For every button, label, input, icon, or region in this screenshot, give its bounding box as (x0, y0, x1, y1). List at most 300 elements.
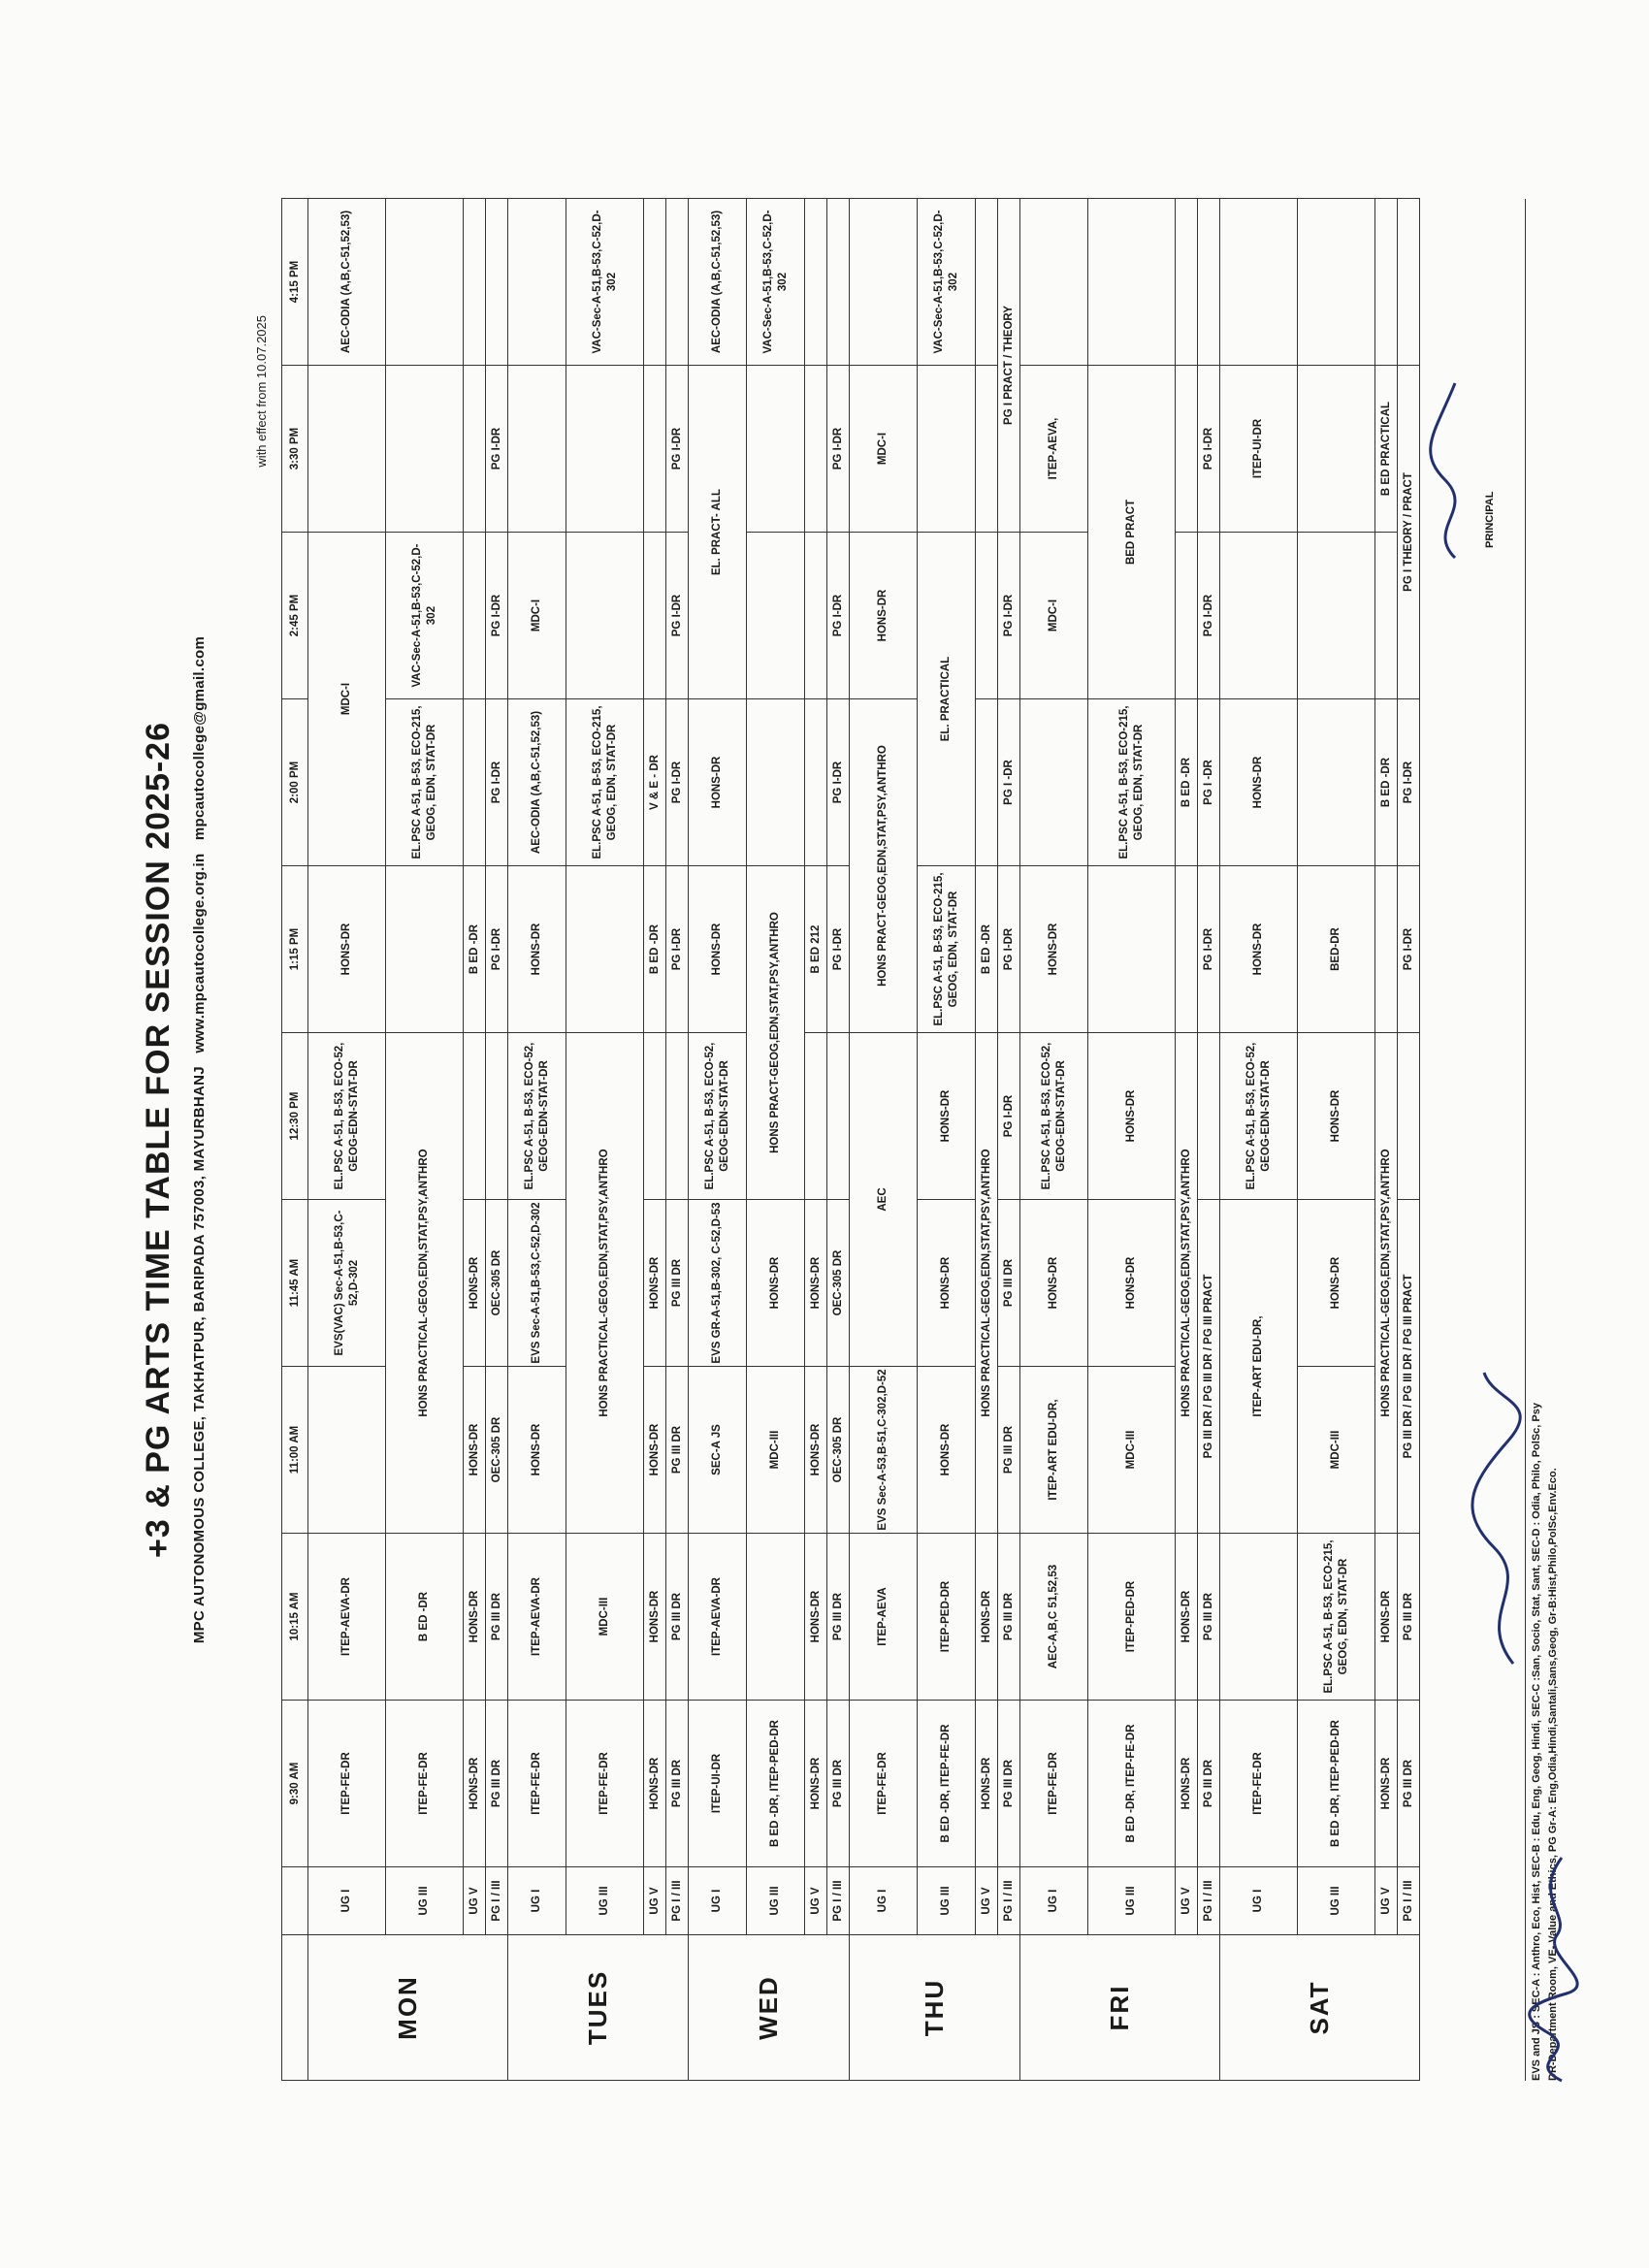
class-ug1: UG I (508, 1867, 566, 1935)
table-cell: HONS-DR (805, 1367, 827, 1534)
table-row (689, 199, 747, 2081)
table-cell (1198, 199, 1220, 366)
table-cell (644, 199, 666, 366)
table-cell: ITEP-ART EDU-DR, (1220, 1200, 1298, 1534)
table-cell: B ED -DR (644, 866, 666, 1033)
class-ug5: UG V (1176, 1867, 1198, 1935)
table-cell: B ED 212 (805, 866, 827, 1033)
table-cell: EL.PSC A-51, B-53, ECO-215, GEOG, EDN, STAT-DR (918, 866, 976, 1033)
table-cell: EL. PRACTICAL (918, 533, 976, 866)
class-ug1: UG I (689, 1867, 747, 1935)
table-cell (976, 366, 998, 533)
table-cell: HONS-DR (1298, 1033, 1375, 1200)
table-cell (1176, 366, 1198, 533)
table-row (386, 199, 464, 2081)
table-cell: HONS-DR (464, 1200, 486, 1367)
table-cell: MDC-I (1020, 533, 1088, 699)
table-cell: MDC-III (747, 1367, 805, 1534)
table-cell: PG III DR (666, 1701, 689, 1867)
day-sat: SAT (1220, 1935, 1420, 2081)
table-cell: ITEP-AEVA (850, 1534, 918, 1701)
table-cell: PG I PRACT / THEORY (998, 199, 1020, 533)
table-cell (1375, 866, 1398, 1033)
table-cell: ITEP-AEVA-DR (308, 1534, 386, 1701)
class-pg: PG I / III (1398, 1867, 1420, 1935)
table-cell (805, 699, 827, 866)
day-wed: WED (689, 1935, 850, 2081)
table-cell: HONS PRACTICAL-GEOG,EDN,STAT,PSY,ANTHRO (566, 1033, 644, 1534)
table-cell: ITEP-FE-DR (850, 1701, 918, 1867)
table-cell: PG I-DR (1398, 699, 1420, 866)
table-row (1088, 199, 1176, 2081)
time-slot: 3:30 PM (282, 366, 308, 533)
table-cell (464, 699, 486, 866)
table-cell: HONS-DR (805, 1701, 827, 1867)
timetable-grid (281, 198, 1420, 2081)
table-cell: PG I-DR (666, 366, 689, 533)
table-cell: HONS-DR (1298, 1200, 1375, 1367)
table-cell (1398, 1033, 1420, 1200)
table-cell: EL.PSC A-51, B-53, ECO-52, GEOG-EDN-STAT-DR (689, 1033, 747, 1200)
class-ug5: UG V (805, 1867, 827, 1935)
table-cell: HONS-DR (308, 866, 386, 1033)
table-row (850, 199, 918, 2081)
table-cell: PG III DR (1398, 1534, 1420, 1701)
table-cell: AEC-ODIA (A,B,C-51,52,53) (689, 199, 747, 366)
table-row (998, 199, 1020, 2081)
table-cell: SEC-A JS (689, 1367, 747, 1534)
table-cell (805, 533, 827, 699)
table-cell: OEC-305 DR (827, 1367, 850, 1534)
table-cell: HONS-DR (976, 1701, 998, 1867)
table-cell (1176, 199, 1198, 366)
table-cell: EL.PSC A-51, B-53, ECO-215, GEOG, EDN, STAT-DR (386, 699, 464, 866)
time-slot: 10:15 AM (282, 1534, 308, 1701)
table-row (805, 199, 827, 2081)
class-pg: PG I / III (827, 1867, 850, 1935)
table-cell: HONS PRACTICAL-GEOG,EDN,STAT,PSY,ANTHRO (1176, 1033, 1198, 1534)
table-cell: PG III DR (1198, 1701, 1220, 1867)
table-cell: PG I-DR (1398, 866, 1420, 1033)
table-cell: ITEP-AEVA, (1020, 366, 1088, 533)
table-cell: PG I -DR (1198, 699, 1220, 866)
table-cell: PG I-DR (1198, 533, 1220, 699)
time-slot: 9:30 AM (282, 1701, 308, 1867)
table-cell: VAC-Sec-A-51,B-53,C-52,D-302 (566, 199, 644, 366)
day-mon: MON (308, 1935, 508, 2081)
table-row (508, 199, 566, 2081)
table-cell: HONS-DR (644, 1367, 666, 1534)
email: mpcautocollege@gmail.com (191, 635, 208, 841)
table-cell (1375, 533, 1398, 699)
table-cell: VAC-Sec-A-51,B-53,C-52,D-302 (747, 199, 805, 366)
table-cell (508, 366, 566, 533)
time-slot: 4:15 PM (282, 199, 308, 366)
table-cell (976, 699, 998, 866)
table-cell: EL.PSC A-51, B-53, ECO-215, GEOG, EDN, STAT-DR (1298, 1534, 1375, 1701)
table-cell: B ED PRACTICAL (1375, 366, 1398, 533)
table-cell: OEC-305 DR (827, 1200, 850, 1367)
table-cell: PG I -DR (998, 699, 1020, 866)
table-cell (747, 1534, 805, 1701)
table-cell: PG III DR (666, 1367, 689, 1534)
table-cell: PG III DR (827, 1701, 850, 1867)
table-cell: ITEP-FE-DR (1220, 1701, 1298, 1867)
time-slot: 11:00 AM (282, 1367, 308, 1534)
table-cell: PG I-DR (998, 533, 1020, 699)
table-cell: PG I-DR (827, 366, 850, 533)
table-cell: PG III DR (998, 1367, 1020, 1534)
table-row (666, 199, 689, 2081)
table-cell: HONS-DR (918, 1367, 976, 1534)
table-cell: HONS-DR (805, 1200, 827, 1367)
table-cell (747, 699, 805, 866)
class-ug3: UG III (747, 1867, 805, 1935)
table-cell (1020, 199, 1088, 366)
table-cell: PG I-DR (486, 533, 508, 699)
table-cell: HONS-DR (1176, 1701, 1198, 1867)
table-cell: ITEP-ART EDU-DR, (1020, 1367, 1088, 1534)
table-row (1298, 199, 1375, 2081)
table-cell (1198, 1033, 1220, 1200)
table-cell (1298, 199, 1375, 366)
table-cell (805, 199, 827, 366)
footer-line: DR-Department Room, VE- Value and Ethics, PG Gr-A: Eng,Odia,Hindi,Santali,Sans,Geog, Gr-B:Hist,Philo,PolSc,Env.Eco. (1546, 1468, 1559, 2081)
class-ug3: UG III (918, 1867, 976, 1935)
time-slot: 12:30 PM (282, 1033, 308, 1200)
table-cell: PG I-DR (666, 699, 689, 866)
table-cell: B ED -DR, ITEP-FE-DR (918, 1701, 976, 1867)
table-cell: PG I-DR (486, 866, 508, 1033)
table-cell (1088, 866, 1176, 1033)
footer-notes (1525, 199, 1561, 2081)
time-slot: 1:15 PM (282, 866, 308, 1033)
table-cell: HONS-DR (976, 1534, 998, 1701)
table-cell (1020, 699, 1088, 866)
class-ug1: UG I (850, 1867, 918, 1935)
table-cell: HONS-DR (644, 1701, 666, 1867)
table-cell: BED-DR (1298, 866, 1375, 1033)
table-cell: PG III DR (1398, 1701, 1420, 1867)
table-cell: HONS-DR (1088, 1200, 1176, 1367)
table-row (747, 199, 805, 2081)
table-cell: AEC-A,B,C 51,52,53 (1020, 1534, 1088, 1701)
time-slot: 2:00 PM (282, 699, 308, 866)
table-cell (486, 1033, 508, 1200)
table-cell: PG I-DR (1198, 866, 1220, 1033)
table-cell (464, 533, 486, 699)
class-pg: PG I / III (998, 1867, 1020, 1935)
table-row (1198, 199, 1220, 2081)
day-thu: THU (850, 1935, 1020, 2081)
table-cell (386, 199, 464, 366)
table-cell (1375, 199, 1398, 366)
table-cell (827, 199, 850, 366)
table-cell: PG I-DR (486, 699, 508, 866)
table-cell (1298, 366, 1375, 533)
table-cell (566, 866, 644, 1033)
table-cell: ITEP-PED-DR (918, 1534, 976, 1701)
table-cell: PG I-DR (827, 866, 850, 1033)
table-cell (1220, 199, 1298, 366)
table-row (566, 199, 644, 2081)
signature (1513, 1838, 1591, 2090)
table-cell (386, 866, 464, 1033)
table-cell: B ED -DR (386, 1534, 464, 1701)
table-cell (747, 366, 805, 533)
table-cell: EVS Sec-A-51,B-53,C-52,D-302 (508, 1200, 566, 1367)
class-ug1: UG I (1220, 1867, 1298, 1935)
table-cell: PG I-DR (827, 533, 850, 699)
college-name: MPC AUTONOMOUS COLLEGE, TAKHATPUR, BARIPADA 757003, MAYURBHANJ (191, 1066, 208, 1644)
table-cell (666, 199, 689, 366)
table-cell: HONS-DR (918, 1033, 976, 1200)
table-cell: EL.PSC A-51, B-53, ECO-52, GEOG-EDN-STAT-DR (1020, 1033, 1088, 1200)
table-cell: B ED -DR (976, 866, 998, 1033)
table-row (644, 199, 666, 2081)
table-cell (918, 366, 976, 533)
class-ug3: UG III (566, 1867, 644, 1935)
table-cell: PG III DR / PG III DR / PG III PRACT (1198, 1200, 1220, 1534)
signature (1455, 1363, 1542, 1673)
table-cell: ITEP-FE-DR (386, 1701, 464, 1867)
table-cell (827, 1033, 850, 1200)
table-cell (508, 199, 566, 366)
table-cell: HONS-DR (850, 533, 918, 699)
table-cell (976, 533, 998, 699)
timetable-sheet (136, 199, 1591, 2081)
table-cell: HONS PRACT-GEOG,EDN,STAT,PSY,ANTHRO (747, 866, 805, 1200)
table-cell: B ED -DR (1176, 699, 1198, 866)
table-cell: B ED -DR, ITEP-FE-DR (1088, 1701, 1176, 1867)
table-cell (386, 366, 464, 533)
table-cell (805, 1033, 827, 1200)
document-header (136, 199, 281, 2081)
table-cell: PG I-DR (1198, 366, 1220, 533)
table-cell: VAC-Sec-A-51,B-53,C-52,D-302 (918, 199, 976, 366)
table-cell (1088, 199, 1176, 366)
table-cell: HONS-DR (1375, 1534, 1398, 1701)
class-ug1: UG I (1020, 1867, 1088, 1935)
time-slot: 2:45 PM (282, 533, 308, 699)
table-cell: HONS-DR (918, 1200, 976, 1367)
principal-label: PRINCIPAL (1484, 491, 1496, 548)
table-cell: PG III DR (998, 1534, 1020, 1701)
table-cell: MDC-III (1088, 1367, 1176, 1534)
class-ug5: UG V (464, 1867, 486, 1935)
table-cell: ITEP-FE-DR (1020, 1701, 1088, 1867)
website: www.mpcautocollege.org.in (191, 853, 208, 1053)
table-cell: PG III DR (666, 1200, 689, 1367)
table-cell: EVS Sec-A-53,B-51,C-302,D-52 (850, 1367, 918, 1534)
table-cell: ITEP-UI-DR (689, 1701, 747, 1867)
table-cell: EVS(VAC) Sec-A-51,B-53,C-52,D-302 (308, 1200, 386, 1367)
table-cell (566, 533, 644, 699)
table-cell: HONS-DR (508, 1367, 566, 1534)
table-cell: ITEP-FE-DR (566, 1701, 644, 1867)
table-cell (805, 366, 827, 533)
table-cell (566, 366, 644, 533)
class-pg: PG I / III (666, 1867, 689, 1935)
class-ug1: UG I (308, 1867, 386, 1935)
table-cell: EL.PSC A-51, B-53, ECO-215, GEOG, EDN, STAT-DR (1088, 699, 1176, 866)
table-cell (1298, 699, 1375, 866)
table-cell: HONS PRACTICAL-GEOG,EDN,STAT,PSY,ANTHRO (976, 1033, 998, 1534)
table-cell: HONS-DR (747, 1200, 805, 1367)
table-cell: HONS-DR (1020, 866, 1088, 1033)
class-pg: PG I / III (486, 1867, 508, 1935)
table-row (486, 199, 508, 2081)
class-ug3: UG III (386, 1867, 464, 1935)
table-cell: ITEP-AEVA-DR (689, 1534, 747, 1701)
table-row (1020, 199, 1088, 2081)
table-cell: EL.PSC A-51, B-53, ECO-52, GEOG-EDN-STAT-DR (308, 1033, 386, 1200)
table-cell: PG I THEORY / PRACT (1398, 366, 1420, 699)
table-row (464, 199, 486, 2081)
table-cell: PG III DR (1198, 1534, 1220, 1701)
table-cell (464, 366, 486, 533)
table-cell (464, 1033, 486, 1200)
college-address (191, 199, 208, 2081)
table-cell: HONS-DR (464, 1534, 486, 1701)
table-cell: EL.PSC A-51, B-53, ECO-52, GEOG-EDN-STAT-DR (508, 1033, 566, 1200)
table-cell: PG III DR (486, 1534, 508, 1701)
table-cell: B ED -DR (1375, 699, 1398, 866)
signature (1416, 373, 1484, 567)
table-cell: V & E - DR (644, 699, 666, 866)
time-slot: 11:45 AM (282, 1200, 308, 1367)
table-cell: BED PRACT (1088, 366, 1176, 699)
table-cell: HONS-DR (464, 1367, 486, 1534)
table-cell: PG I-DR (827, 699, 850, 866)
class-ug5: UG V (1375, 1867, 1398, 1935)
table-cell: PG III DR (998, 1701, 1020, 1867)
table-cell: PG I-DR (998, 866, 1020, 1033)
table-cell: HONS-DR (1020, 1200, 1088, 1367)
page-title: +3 & PG ARTS TIME TABLE FOR SESSION 2025-26 (140, 721, 177, 1559)
day-fri: FRI (1020, 1935, 1220, 2081)
table-cell: PG III DR (998, 1200, 1020, 1367)
table-cell (1176, 533, 1198, 699)
footer-line: EVS and JS : SEC-A : Anthro, Eco, Hist, SEC-B : Edu, Eng, Geog, Hindi, SEC-C :San, Socio, Stat, Sant, SEC-D : Odia, Philo, PolSc, Psy (1531, 1403, 1542, 2081)
table-cell: OEC-305 DR (486, 1367, 508, 1534)
table-cell: ITEP-AEVA-DR (508, 1534, 566, 1701)
table-cell (486, 199, 508, 366)
table-cell: MDC-I (508, 533, 566, 699)
table-cell: PG III DR (666, 1534, 689, 1701)
table-cell: ITEP-FE-DR (308, 1701, 386, 1867)
time-header-row (282, 199, 308, 2081)
day-tues: TUES (508, 1935, 689, 2081)
table-cell: PG I-DR (666, 866, 689, 1033)
table-cell: HONS-DR (689, 699, 747, 866)
table-cell (308, 1367, 386, 1534)
table-cell: AEC-ODIA (A,B,C-51,52,53) (508, 699, 566, 866)
table-row (1375, 199, 1398, 2081)
table-cell: B ED -DR, ITEP-PED-DR (747, 1701, 805, 1867)
table-cell: EL.PSC A-51, B-53, ECO-215, GEOG, EDN, STAT-DR (566, 699, 644, 866)
table-cell: PG I-DR (998, 1033, 1020, 1200)
table-cell: ITEP-UI-DR (1220, 366, 1298, 533)
table-cell (644, 533, 666, 699)
table-cell: EVS GR-A-51,B-302, C-52,D-53 (689, 1200, 747, 1367)
corner-cell (282, 1935, 308, 2081)
table-cell: PG III DR (486, 1701, 508, 1867)
table-cell: MDC-I (308, 533, 386, 866)
table-row (976, 199, 998, 2081)
table-cell (976, 199, 998, 366)
table-cell (464, 199, 486, 366)
class-ug3: UG III (1298, 1867, 1375, 1935)
table-cell (747, 533, 805, 699)
table-cell: HONS-DR (1176, 1534, 1198, 1701)
table-cell: HONS-DR (1220, 866, 1298, 1033)
class-ug5: UG V (644, 1867, 666, 1935)
table-cell: HONS-DR (805, 1534, 827, 1701)
table-row (308, 199, 386, 2081)
table-cell: PG III DR (827, 1534, 850, 1701)
table-cell (1220, 533, 1298, 699)
table-cell (1176, 866, 1198, 1033)
table-cell: VAC-Sec-A-51,B-53,C-52,D-302 (386, 533, 464, 699)
table-row (827, 199, 850, 2081)
effective-date: with effect from 10.07.2025 (254, 315, 269, 468)
table-row (1176, 199, 1198, 2081)
table-cell: HONS PRACT-GEOG,EDN,STAT,PSY,ANTHRO (850, 699, 918, 1033)
class-ug3: UG III (1088, 1867, 1176, 1935)
table-row (1220, 199, 1298, 2081)
table-cell (644, 1033, 666, 1200)
table-cell: MDC-III (1298, 1367, 1375, 1534)
table-cell: PG I-DR (486, 366, 508, 533)
table-cell (644, 366, 666, 533)
table-cell: HONS-DR (644, 1200, 666, 1367)
corner-cell (282, 1867, 308, 1935)
table-cell: OEC-305 DR (486, 1200, 508, 1367)
table-cell: EL.PSC A-51, B-53, ECO-52, GEOG-EDN-STAT-DR (1220, 1033, 1298, 1200)
table-cell (666, 1033, 689, 1200)
class-pg: PG I / III (1198, 1867, 1220, 1935)
table-cell: AEC (850, 1033, 918, 1367)
table-cell (850, 199, 918, 366)
table-cell: HONS-DR (1220, 699, 1298, 866)
table-cell: PG III DR / PG III DR / PG III PRACT (1398, 1200, 1420, 1534)
table-cell: HONS PRACTICAL-GEOG,EDN,STAT,PSY,ANTHRO (1375, 1033, 1398, 1534)
table-cell: B ED -DR (464, 866, 486, 1033)
table-cell: ITEP-PED-DR (1088, 1534, 1176, 1701)
table-cell (1220, 1534, 1298, 1701)
table-cell: PG I-DR (666, 533, 689, 699)
table-cell (1298, 533, 1375, 699)
table-cell: HONS-DR (689, 866, 747, 1033)
table-cell: ITEP-FE-DR (508, 1701, 566, 1867)
table-cell: HONS-DR (644, 1534, 666, 1701)
table-cell: MDC-III (566, 1534, 644, 1701)
table-cell: HONS-DR (1375, 1701, 1398, 1867)
table-row (918, 199, 976, 2081)
table-cell (1398, 199, 1420, 366)
table-cell: MDC-I (850, 366, 918, 533)
table-cell: HONS-DR (1088, 1033, 1176, 1200)
table-cell: HONS PRACTICAL-GEOG,EDN,STAT,PSY,ANTHRO (386, 1033, 464, 1534)
rotated-page (136, 199, 1591, 2081)
table-cell: HONS-DR (508, 866, 566, 1033)
table-cell: EL. PRACT- ALL (689, 366, 747, 699)
table-cell (308, 366, 386, 533)
table-cell: HONS-DR (464, 1701, 486, 1867)
table-cell: B ED -DR, ITEP-PED-DR (1298, 1701, 1375, 1867)
class-ug5: UG V (976, 1867, 998, 1935)
